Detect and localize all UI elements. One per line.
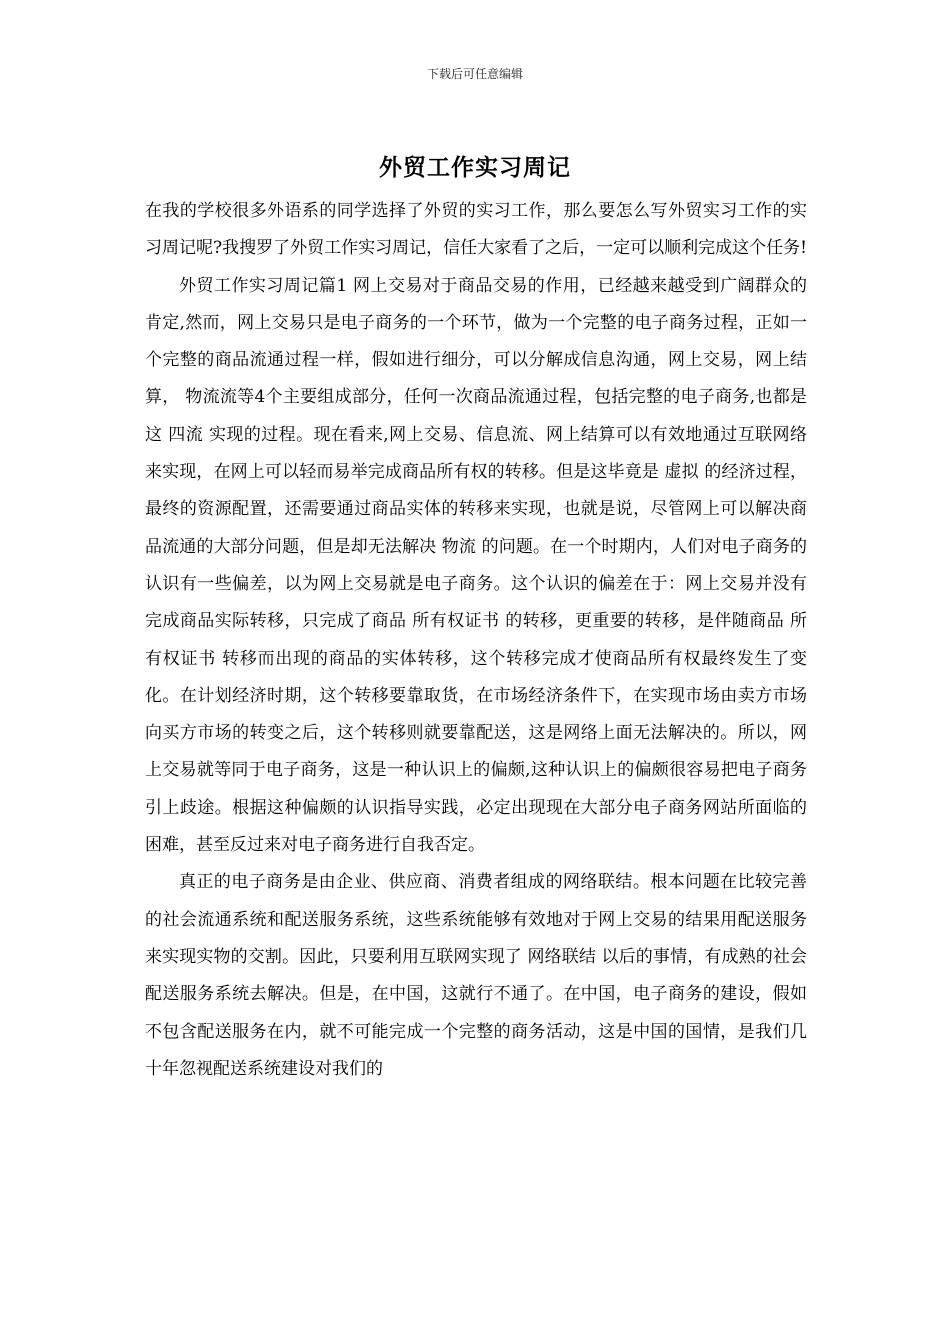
paragraph-2: 真正的电子商务是由企业、供应商、消费者组成的网络联结。根本问题在比较完善的社会流通系统和配送服务系统，这些系统能够有效地对于网上交易的结果用配送服务来实现实物的交割。因此，只要利用互联网实现了 网络联结 以后的事情，有成熟的社会配送服务系统去解决。但是，在中国，这就行不通了。在中国，电子商务的建设，假如不包含配送服务在内，就不可能完成一个完整的商务活动，这是中国的国情，是我们几十年忽视配送系统建设对我们的 bbox=[145, 872, 807, 1079]
header-note: 下载后可任意编辑 bbox=[426, 67, 523, 81]
paragraph-1: 外贸工作实习周记篇1 网上交易对于商品交易的作用，已经越来越受到广阔群众的肯定,然而，网上交易只是电子商务的一个环节，做为一个完整的电子商务过程，正如一个完整的商品流通过程一样，假如进行细分，可以分解成信息沟通，网上交易，网上结算， 物流流等4个主要组成部分，任何一次商品流通过程，包括完整的电子商务,也都是这 四流 实现的过程。现在看来,网上交易、信息流、网上结算可以有效地通过互联网络来实现，在网上可以轻而易举完成商品所有权的转移。但是这毕竟是 虚拟 的经济过程，最终的资源配置，还需要通过商品实体的转移来实现，也就是说，尽管网上可以解决商品流通的大部分问题，但是却无法解决 物流 的问题。在一个时期内，人们对电子商务的认识有一些偏差，以为网上交易就是电子商务。这个认识的偏差在于：网上交易并没有完成商品实际转移，只完成了商品 所有权证书 的转移，更重要的转移，是伴随商品 所有权证书 转移而出现的商品的实体转移，这个转移完成才使商品所有权最终发生了变化。在计划经济时期，这个转移要靠取货，在市场经济条件下，在实现市场由卖方市场向买方市场的转变之后，这个转移则就要靠配送，这是网络上面无法解决的。所以，网上交易就等同于电子商务，这是一种认识上的偏颇,这种认识上的偏颇很容易把电子商务引上歧途。根据这种偏颇的认识指导实践，必定出现现在大部分电子商务网站所面临的困难，甚至反过来对电子商务进行自我否定。 bbox=[145, 275, 807, 856]
document-body bbox=[145, 193, 807, 1088]
paragraph-intro: 在我的学校很多外语系的同学选择了外贸的实习工作，那么要怎么写外贸实习工作的实习周记呢?我搜罗了外贸工作实习周记，信任大家看了之后，一定可以顺利完成这个任务! bbox=[145, 201, 807, 259]
document-title: 外贸工作实习周记 bbox=[379, 154, 571, 181]
